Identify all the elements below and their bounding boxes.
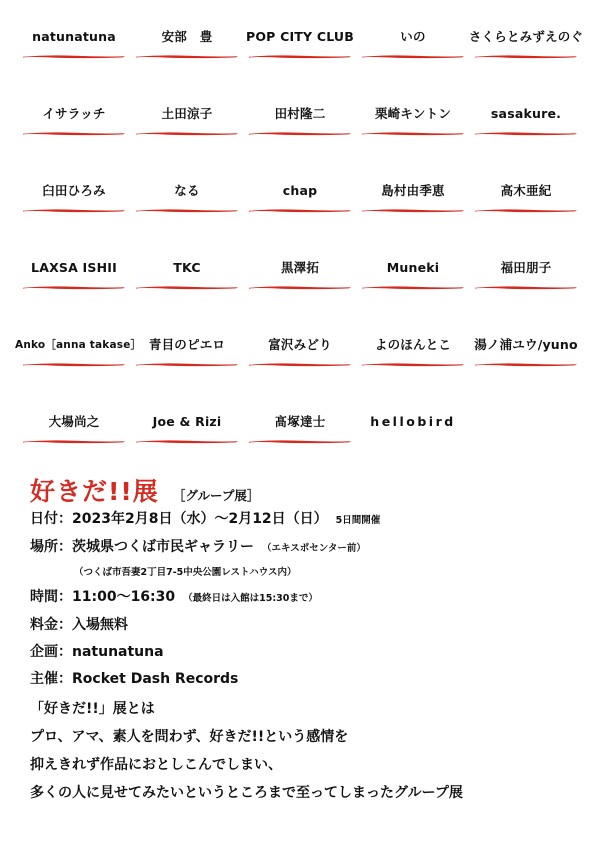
fee-line: 料金：入場無料 (30, 617, 128, 633)
artist-item (128, 182, 246, 222)
artist-item (128, 413, 246, 453)
artist-name: いの (400, 29, 426, 44)
artist-name: 栗崎キントン (374, 106, 452, 121)
artist-item (354, 413, 472, 453)
artist-name: よのほんとこ (374, 337, 452, 352)
artist-name: さくらとみずえのぐ (468, 29, 584, 44)
artist-name: 安部 豊 (161, 29, 213, 44)
brush-underline (249, 54, 351, 59)
artist-name: sasakure. (490, 106, 562, 121)
artist-item (241, 259, 359, 299)
brush-underline (136, 285, 238, 290)
artist-name: POP CITY CLUB (245, 29, 355, 44)
artist-name: chap (282, 183, 318, 198)
time-note: （最終日は入館は15:30まで） (183, 593, 318, 604)
artist-item (467, 28, 585, 68)
artist-name: 高木亜紀 (500, 183, 552, 198)
artist-item (241, 28, 359, 68)
description-line: 抑えきれず作品におとしこんでしまい、 (30, 757, 282, 773)
artist-item (15, 28, 133, 68)
description-line: 多くの人に見せてみたいというところまで至ってしまったグループ展 (30, 785, 463, 801)
artist-item (467, 182, 585, 222)
brush-underline (362, 285, 464, 290)
artist-name: 臼田ひろみ (42, 183, 106, 198)
artist-row (15, 28, 584, 105)
artist-name: 青目のピエロ (148, 337, 226, 352)
artist-item (128, 336, 246, 376)
date-note: 5日間開催 (335, 515, 381, 526)
artist-name: 土田涼子 (161, 106, 213, 121)
artist-item (467, 259, 585, 299)
brush-underline (249, 208, 351, 213)
brush-underline (23, 285, 125, 290)
brush-underline (23, 362, 125, 367)
artist-item (467, 105, 585, 145)
place-line (30, 534, 570, 562)
artist-item (15, 336, 142, 376)
artist-name: 福田朋子 (500, 260, 552, 275)
brush-underline (362, 362, 464, 367)
event-subtitle: ［グループ展］ (172, 488, 260, 503)
artist-list (15, 28, 584, 490)
brush-underline (136, 362, 238, 367)
artist-item (354, 259, 472, 299)
artist-item (241, 105, 359, 145)
brush-underline (249, 439, 351, 444)
brush-underline (362, 208, 464, 213)
planning-line: 企画：natunatuna (30, 644, 164, 660)
artist-name: natunatuna (32, 29, 116, 44)
brush-underline (249, 285, 351, 290)
artist-name: 髙塚達士 (274, 414, 326, 429)
artist-name: 島村由季恵 (381, 183, 445, 198)
artist-name: 大場尚之 (48, 414, 100, 429)
artist-row (15, 336, 580, 413)
brush-underline (136, 208, 238, 213)
description-line: 「好きだ!!」展とは (30, 701, 155, 717)
artist-name: 黒澤拓 (280, 260, 320, 275)
artist-name: Muneki (386, 260, 440, 275)
artist-name: 富沢みどり (268, 337, 332, 352)
artist-name: Anko［anna takase］ (15, 339, 142, 351)
artist-item (467, 336, 585, 376)
artist-item (354, 28, 472, 68)
place-text: 場所：茨城県つくば市民ギャラリー (30, 539, 254, 555)
event-info (30, 472, 570, 807)
brush-underline (249, 131, 351, 136)
time-text: 時間：11:00～16:30 (30, 589, 176, 605)
brush-underline (136, 131, 238, 136)
brush-underline (362, 54, 464, 59)
artist-name: 田村隆二 (274, 106, 326, 121)
description (30, 695, 570, 807)
artist-name: TKC (173, 260, 201, 275)
brush-underline (136, 54, 238, 59)
brush-underline (475, 362, 577, 367)
artist-name: Joe & Rizi (152, 414, 222, 429)
date-text: 日付：2023年2月8日（水）～2月12日（日） (30, 511, 328, 527)
organizer-line: 主催：Rocket Dash Records (30, 671, 239, 687)
artist-item (354, 336, 472, 376)
event-title-line (30, 472, 570, 506)
brush-underline (475, 54, 577, 59)
artist-item (354, 105, 472, 145)
artist-item (15, 413, 133, 453)
artist-row (15, 105, 580, 182)
address-line: （つくば市吾妻2丁目7-5中央公園レストハウス内） (74, 567, 297, 578)
brush-underline (136, 439, 238, 444)
brush-underline (249, 362, 351, 367)
brush-underline (362, 131, 464, 136)
artist-item (15, 182, 133, 222)
artist-name: LAXSA ISHII (31, 260, 117, 275)
artist-name: hellobird (370, 414, 456, 429)
artist-item (15, 105, 133, 145)
date-line (30, 506, 570, 534)
brush-underline (23, 54, 125, 59)
artist-item (128, 105, 246, 145)
brush-underline (475, 131, 577, 136)
artist-item (128, 28, 246, 68)
artist-name: なる (174, 183, 200, 198)
brush-underline (23, 208, 125, 213)
artist-item (241, 182, 359, 222)
artist-name: イサラッチ (42, 106, 106, 121)
brush-underline (475, 285, 577, 290)
description-line: プロ、アマ、素人を問わず、好きだ!!という感情を (30, 729, 349, 745)
brush-underline (475, 208, 577, 213)
event-title: 好きだ!!展 (30, 477, 159, 506)
time-line (30, 584, 570, 612)
artist-item (128, 259, 246, 299)
artist-row (15, 259, 580, 336)
artist-item (241, 336, 359, 376)
artist-row (15, 182, 580, 259)
artist-name: 湯ノ浦ユウ/yuno (474, 337, 578, 352)
artist-item (354, 182, 472, 222)
brush-underline (23, 131, 125, 136)
brush-underline (23, 439, 125, 444)
artist-item (241, 413, 359, 453)
artist-item (15, 259, 133, 299)
place-note: （エキスポセンター前） (262, 543, 366, 554)
